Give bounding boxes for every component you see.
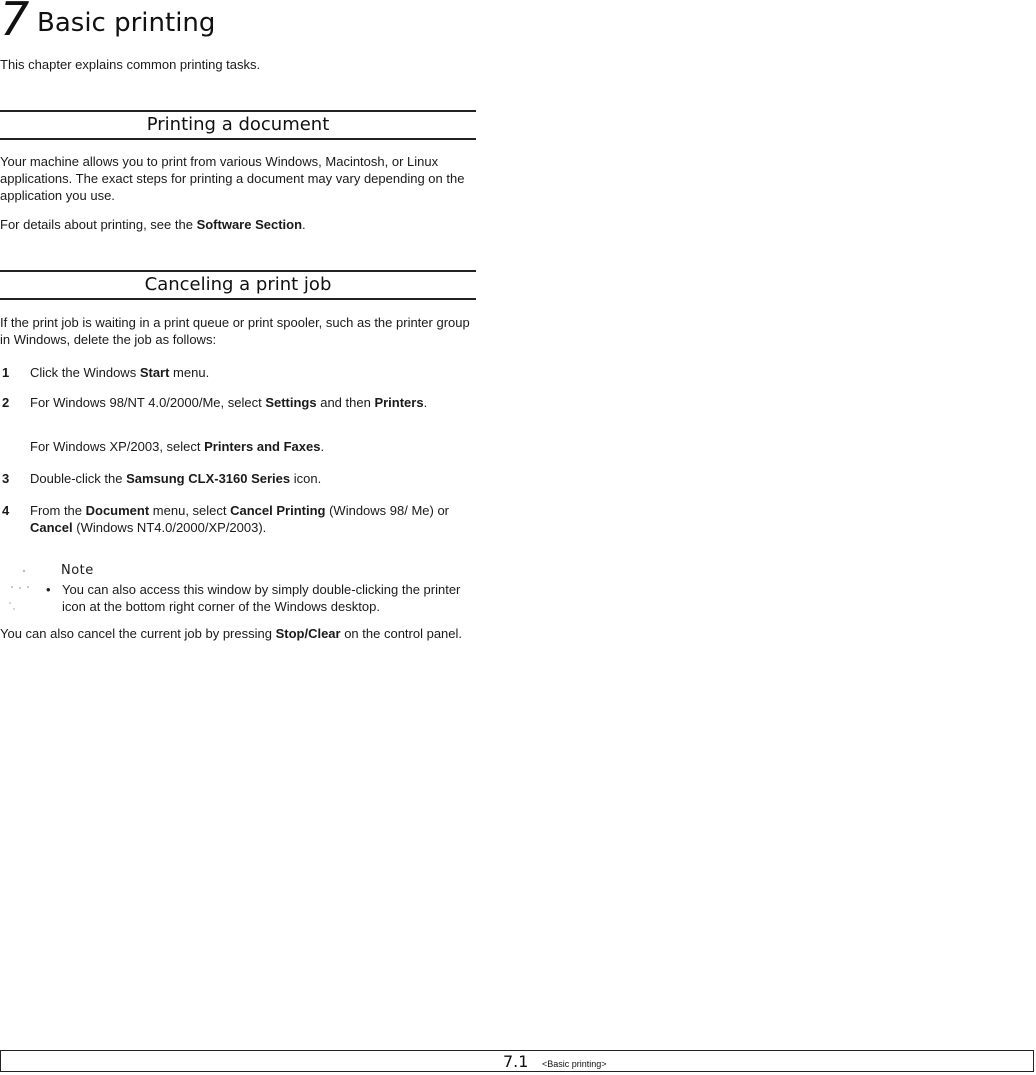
section-title: Canceling a print job — [144, 274, 332, 295]
chapter-number: 7 — [0, 0, 30, 46]
step-number: 2 — [2, 395, 10, 410]
step-number: 4 — [2, 503, 10, 518]
section-title: Printing a document — [146, 114, 330, 135]
step-text: From the Document menu, select Cancel Printing (Windows 98/ Me) or Cancel (Windows NT4.0/2000/XP/2003). — [30, 503, 450, 535]
note-heading: Note — [61, 563, 94, 578]
note-text: You can also access this window by simply double-clicking the printer icon at the bottom right corner of the Windows desktop. — [62, 582, 461, 614]
chapter-title: Basic printing — [37, 8, 216, 38]
note-icon — [4, 565, 34, 613]
section1-paragraph: Your machine allows you to print from various Windows, Macintosh, or Linux applications. The exact steps for printing a document may vary depending on the application you use. — [0, 154, 465, 203]
stop-clear-ref: Stop/Clear — [275, 626, 341, 641]
step-text: Double-click the Samsung CLX-3160 Series icon. — [30, 471, 322, 486]
software-section-ref: Software Section — [196, 217, 303, 232]
chapter-intro: This chapter explains common printing tasks. — [0, 57, 261, 72]
step-subtext: For Windows XP/2003, select Printers and Faxes. — [30, 439, 325, 454]
section-heading-canceling — [0, 270, 476, 300]
section-heading-printing — [0, 110, 476, 140]
section2-final-paragraph: You can also cancel the current job by pressing Stop/Clear on the control panel. — [0, 626, 463, 641]
footer-chapter-label: <Basic printing> — [542, 1059, 607, 1069]
page-number: 7.1 — [503, 1052, 529, 1071]
step-text: Click the Windows Start menu. — [30, 365, 210, 380]
section1-reference: For details about printing, see the Software Section. — [0, 217, 306, 232]
step-number: 1 — [2, 365, 10, 380]
step-text: For Windows 98/NT 4.0/2000/Me, select Settings and then Printers. — [30, 395, 428, 410]
step-number: 3 — [2, 471, 10, 486]
note-bullet: • — [46, 582, 51, 597]
section2-paragraph: If the print job is waiting in a print queue or print spooler, such as the printer group in Windows, delete the job as follows: — [0, 315, 470, 347]
